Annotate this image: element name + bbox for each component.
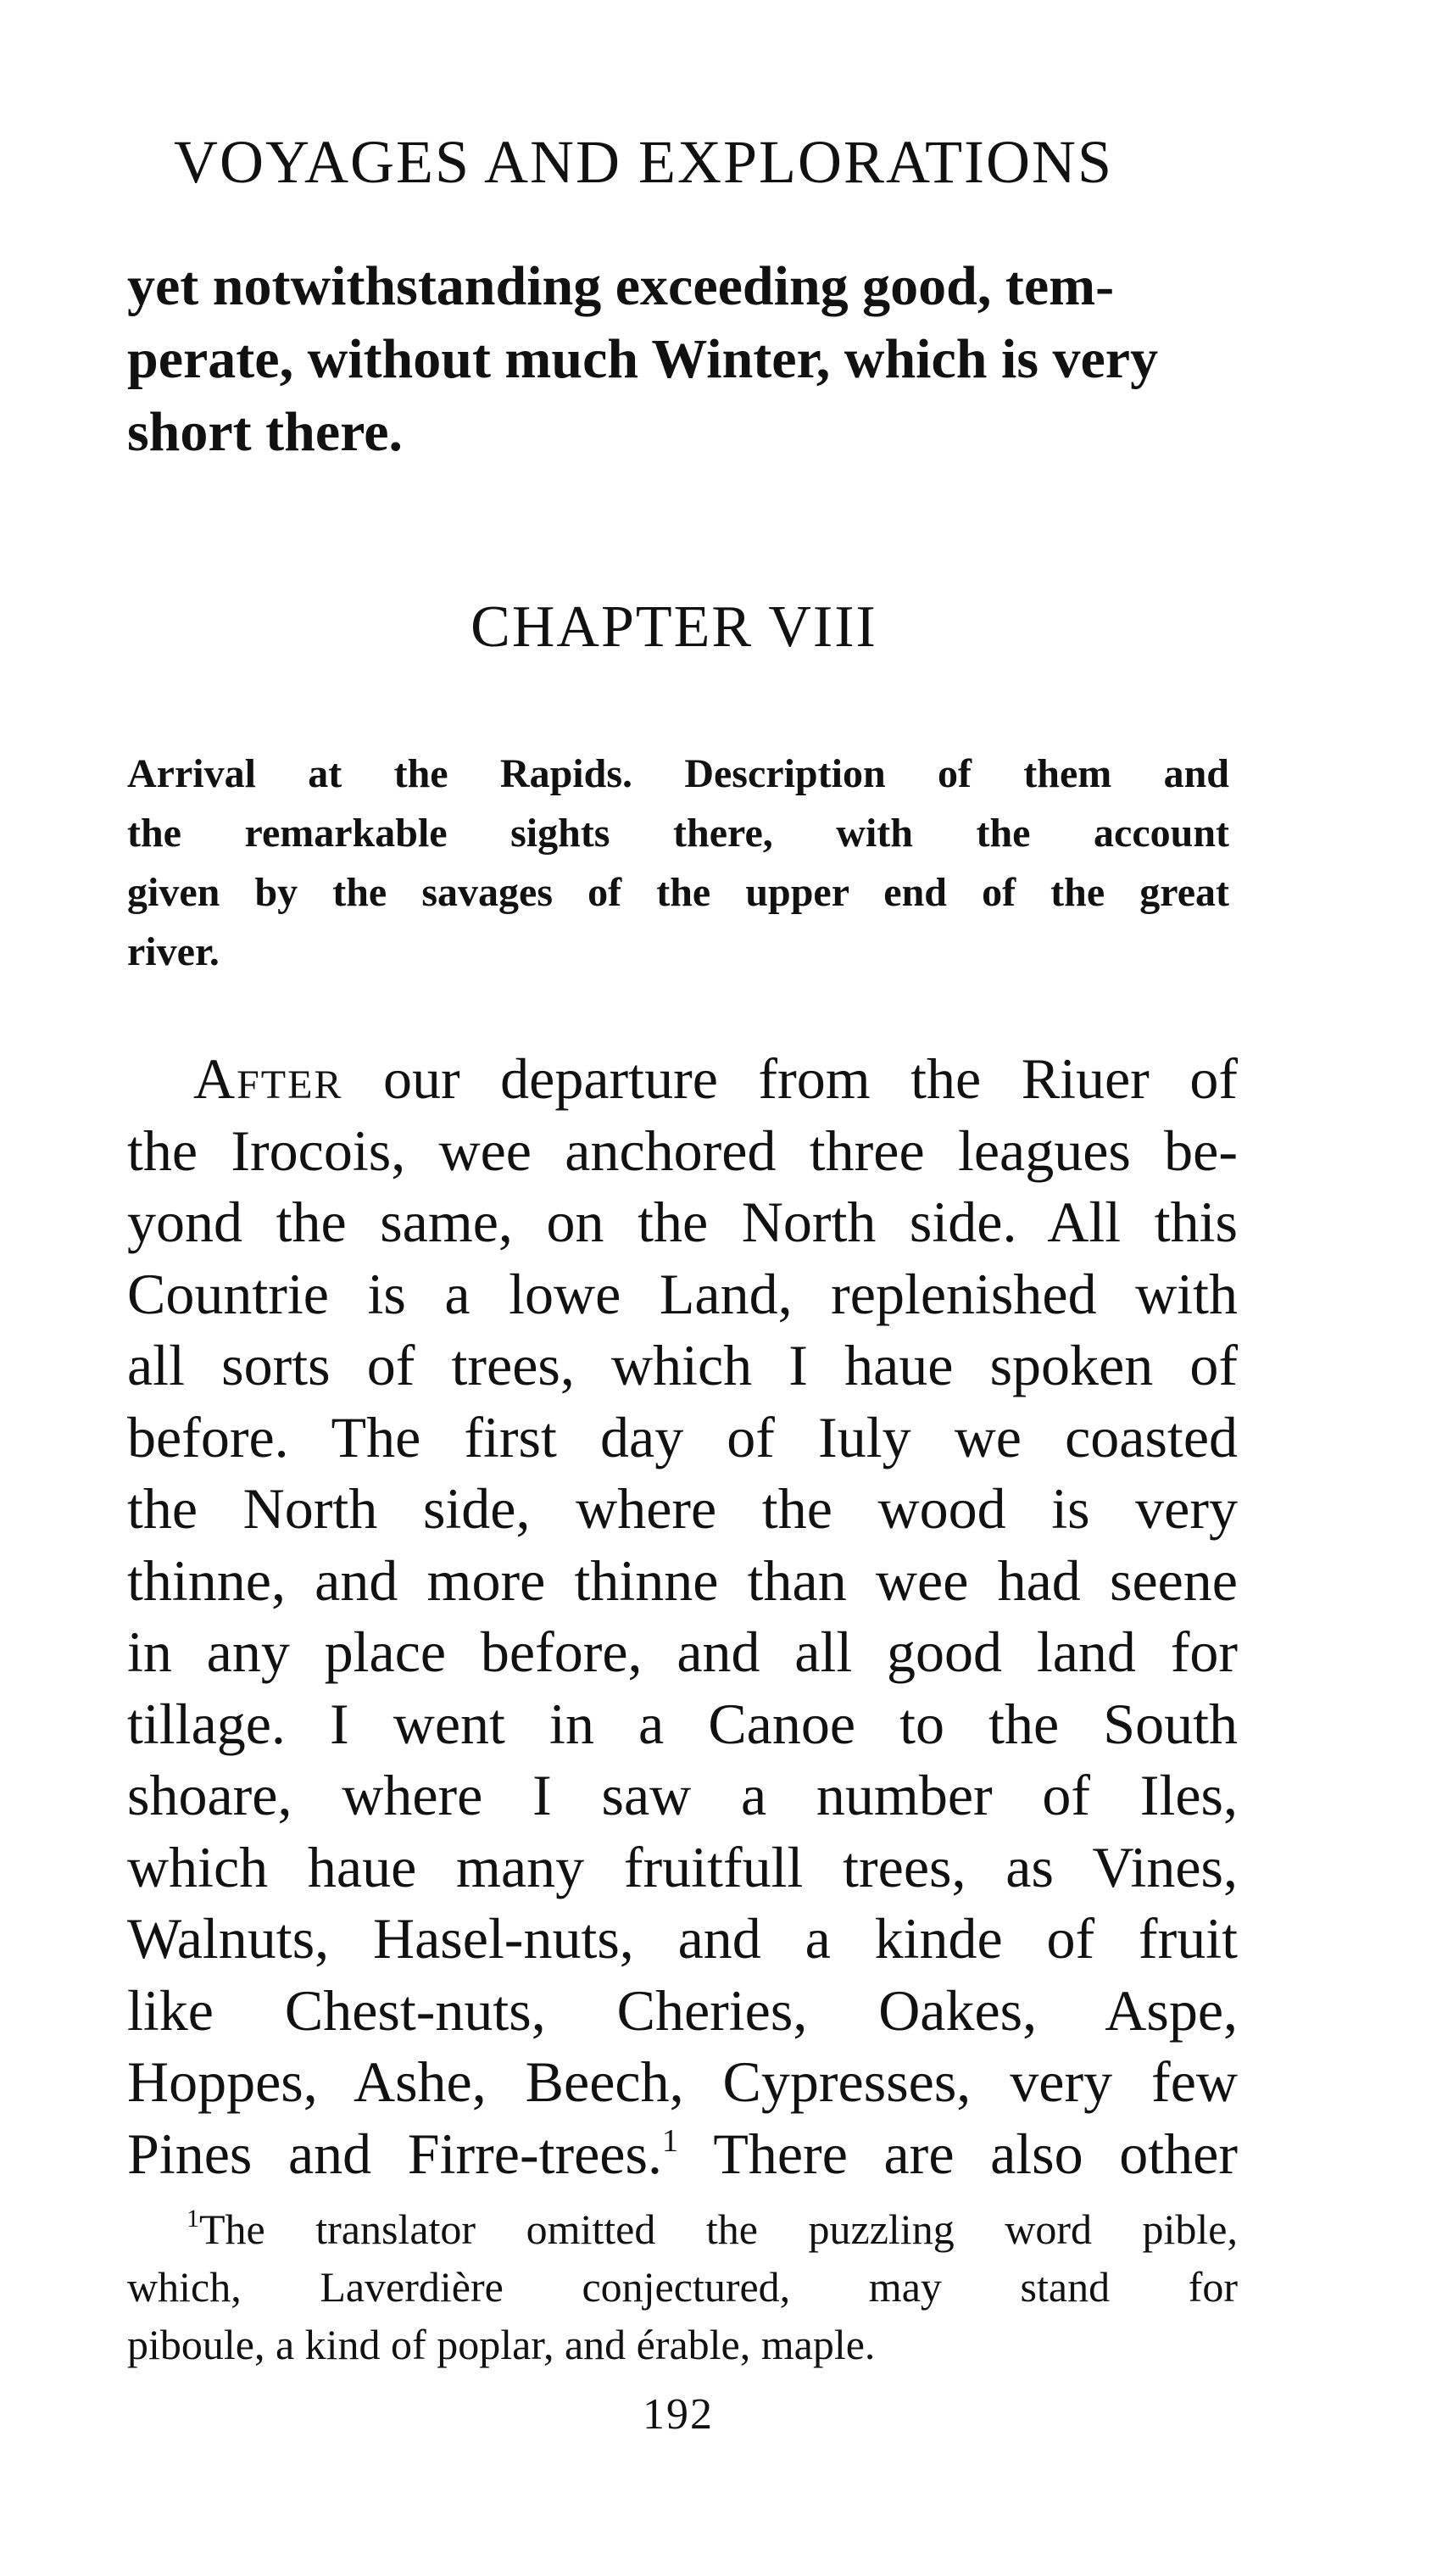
footnote-reference[interactable]: 1	[661, 2122, 678, 2159]
continuation-line: yet notwithstanding exceeding good, tem-	[127, 255, 1115, 317]
body-line-text: There are also other	[677, 2121, 1238, 2186]
footnote-line-text: The translator omitted the puzzling word pible,	[199, 2205, 1238, 2253]
body-line: tillage. I went in a Canoe to the South	[127, 1691, 1238, 1756]
body-line: all sorts of trees, which I haue spoken of	[127, 1333, 1238, 1397]
page-number: 192	[643, 2390, 714, 2439]
body-line: thinne, and more thinne than wee had seene	[127, 1547, 1238, 1613]
synopsis-line: the remarkable sights there, with the account	[127, 811, 1229, 856]
synopsis-line: given by the savages of the upper end of the great	[127, 870, 1229, 915]
body-paragraph	[127, 1043, 1238, 2189]
drop-word: After	[193, 1046, 343, 1111]
running-head: VOYAGES AND EXPLORATIONS	[174, 128, 1114, 196]
body-line: Walnuts, Hasel-nuts, and a kinde of fruit	[127, 1906, 1238, 1971]
footnote-line	[127, 2200, 1238, 2258]
footnote	[127, 2200, 1238, 2373]
body-line-text: Pines and Firre-trees.	[127, 2121, 662, 2186]
chapter-heading: CHAPTER VIII	[471, 594, 877, 660]
body-line: the Irocois, wee anchored three leagues be-	[127, 1118, 1238, 1183]
body-line: before. The first day of Iuly we coasted	[127, 1404, 1238, 1469]
body-line: the North side, where the wood is very	[127, 1476, 1238, 1541]
body-line: yond the same, on the North side. All this	[127, 1190, 1238, 1254]
footnote-line: which, Laverdière conjectured, may stand for	[127, 2263, 1238, 2311]
body-line: like Chest-nuts, Cheries, Oakes, Aspe,	[127, 1977, 1238, 2043]
continuation-line: short there.	[127, 401, 404, 463]
body-line-last	[127, 2118, 1238, 2190]
continuation-line: perate, without much Winter, which is very	[127, 328, 1159, 390]
body-line-first	[127, 1043, 1238, 1115]
body-line: Hoppes, Ashe, Beech, Cypresses, very few	[127, 2049, 1238, 2114]
synopsis-line: Arrival at the Rapids. Description of them and	[127, 751, 1229, 796]
synopsis-line: river.	[127, 929, 220, 974]
body-line-text: our departure from the Riuer of	[342, 1046, 1238, 1111]
continuation-paragraph	[127, 250, 1229, 469]
body-line: shoare, where I saw a number of Iles,	[127, 1763, 1238, 1827]
body-line: which haue many fruitfull trees, as Vines,	[127, 1834, 1238, 1899]
footnote-marker: 1	[187, 2205, 199, 2233]
body-line: in any place before, and all good land for	[127, 1620, 1238, 1684]
footnote-line: piboule, a kind of poplar, and érable, maple.	[127, 2321, 876, 2368]
chapter-synopsis	[127, 744, 1229, 982]
body-line: Countrie is a lowe Land, replenished with	[127, 1261, 1238, 1326]
